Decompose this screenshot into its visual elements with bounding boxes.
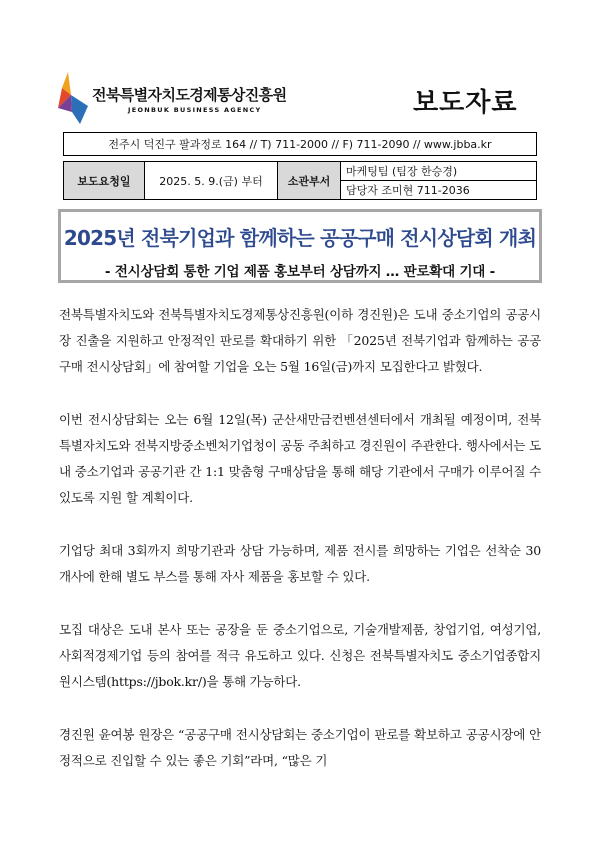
agency-logo-icon bbox=[58, 72, 88, 124]
logo-blue-shape bbox=[71, 95, 88, 124]
body-paragraph: 경진원 윤여봉 원장은 “공공구매 전시상담회는 중소기업이 판로를 확보하고 공공시장에 안정적으로 진입할 수 있는 좋은 기회”라며, “많은 기 bbox=[59, 727, 541, 768]
body-paragraph: 이번 전시상담회는 오는 6월 12일(목) 군산새만금컨벤션센터에서 개최될 예정이며, 전북특별자치도와 전북지방중소벤처기업청이 공동 주최하고 경진원이 주관한다. 행사에서는 도내 중소기업과 공공기관 간 1:1 맞춤형 구매상담을 통해 해당 기관에서 구매가 이루어질 수 있도록 지원 할 계획이다. bbox=[59, 412, 541, 505]
body-paragraph: 모집 대상은 도내 본사 또는 공장을 둔 중소기업으로, 기술개발제품, 창업기업, 여성기업, 사회적경제기업 등의 참여를 적극 유도하고 있다. 신청은 전북특별자치도 중소기업종합지원시스템(https://jbok.kr/)을 통해 가능하다. bbox=[59, 622, 541, 689]
request-date-value: 2025. 5. 9.(금) 부터 bbox=[145, 162, 278, 200]
contact-info bbox=[63, 132, 537, 156]
headline-box bbox=[58, 209, 542, 283]
headline-title: 2025년 전북기업과 함께하는 공공구매 전시상담회 개최 bbox=[63, 226, 537, 250]
article-body bbox=[59, 302, 541, 801]
org-name: 전북특별자치도경제통상진흥원 bbox=[92, 86, 287, 104]
document-type-title: 보도자료 bbox=[413, 88, 518, 118]
body-paragraph: 전북특별자치도와 전북특별자치도경제통상진흥원(이하 경진원)은 도내 중소기업의 공공시장 진출을 지원하고 안정적인 판로를 확대하기 위한 「2025년 전북기업과 함께하는 공공구매 전시상담회」에 참여할 기업을 오는 5월 16일(금)까지 모집한다고 밝혔다. bbox=[59, 307, 541, 374]
department-contact: 담당자 조미현 711-2036 bbox=[341, 181, 537, 200]
department-label: 소관부서 bbox=[278, 162, 341, 200]
department-team: 마케팅팀 (팀장 한승경) bbox=[341, 162, 537, 181]
contact-text: 전주시 덕진구 팔과정로 164 // T) 711-2000 // F) 711-2090 // www.jbba.kr bbox=[108, 138, 492, 151]
request-date-label: 보도요청일 bbox=[64, 162, 145, 200]
body-paragraph: 기업당 최대 3회까지 희망기관과 상담 가능하며, 제품 전시를 희망하는 기업은 선착순 30개사에 한해 별도 부스를 통해 자사 제품을 홍보할 수 있다. bbox=[59, 543, 541, 584]
org-name-english: JEONBUK BUSINESS AGENCY bbox=[128, 106, 262, 114]
headline-subtitle: - 전시상담회 통한 기업 제품 홍보부터 상담까지 … 판로확대 기대 - bbox=[104, 264, 496, 280]
release-info-table bbox=[63, 161, 537, 200]
